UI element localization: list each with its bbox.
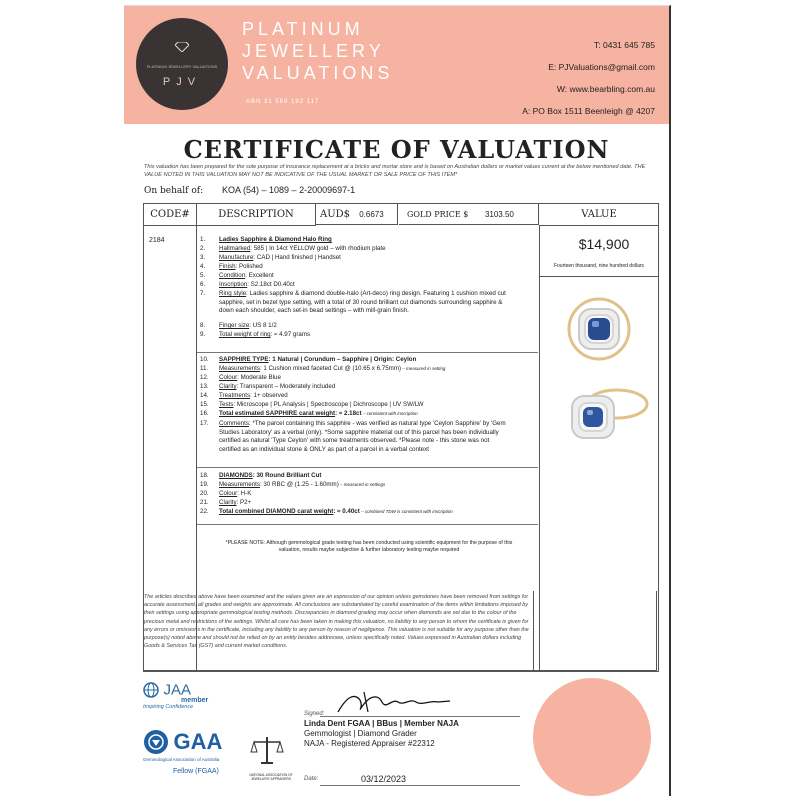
item-value: : 1+ observed [250, 392, 288, 399]
code-header: CODE# [144, 204, 197, 226]
item-description [219, 272, 509, 281]
item-value: : CAD | Hand finished | Handset [253, 254, 341, 261]
item-description [219, 383, 509, 392]
item-value: : S2.18ct D0.40ct [247, 281, 295, 288]
item-description [219, 365, 509, 374]
date-label: Date: [304, 776, 319, 782]
gold-price-value: 3103.50 [484, 210, 514, 219]
item-label: Ladies Sapphire & Diamond Halo Ring [219, 236, 332, 243]
item-value: : Microscope | PL Analysis | Spectroscope | Dichroscope | UV SW/LW [233, 401, 424, 408]
item-description [219, 356, 509, 365]
gold-price-header [399, 204, 539, 225]
item-number: 15. [200, 401, 209, 408]
globe-icon [143, 682, 159, 698]
item-label: Measurements [219, 365, 260, 372]
gaa-logo [143, 729, 243, 775]
item-number: 18. [200, 472, 209, 479]
item-description [219, 281, 509, 290]
website: W: www.bearbling.com.au [556, 84, 655, 94]
item-description [219, 245, 509, 254]
item-number: 3. [200, 254, 206, 261]
item-description [219, 508, 509, 517]
item-number: 11. [200, 365, 209, 372]
section-divider [197, 467, 538, 468]
item-label: Measurements [219, 481, 260, 488]
aud-header [316, 204, 398, 225]
item-description [219, 322, 509, 331]
item-number: 13. [200, 383, 209, 390]
item-value: : 1 Natural | Corundum – Sapphire | Origin: Ceylon [268, 356, 417, 363]
value-in-words: Fourteen thousand, nine hundred dollars [553, 263, 645, 269]
item-description [219, 499, 509, 508]
item-value: : 1 Cushion mixed faceted Cut @ (10.65 x 6.75mm) [259, 365, 402, 372]
item-number: 20. [200, 490, 209, 497]
date-line [320, 785, 520, 786]
item-number: 19. [200, 481, 209, 488]
wax-seal [533, 678, 651, 796]
item-description [219, 374, 509, 383]
item-label: Tests [219, 401, 234, 408]
signer-details [304, 719, 459, 749]
on-behalf-of [144, 185, 355, 196]
table-border [143, 591, 144, 671]
jaa-logo [143, 681, 223, 710]
scales-icon [249, 734, 285, 768]
item-description [219, 472, 509, 481]
contact-block [522, 34, 655, 122]
item-description [219, 331, 509, 340]
item-label: Colour [219, 374, 238, 381]
item-label: Inscription [219, 281, 248, 288]
item-value: : 30 Round Brilliant Cut [252, 472, 322, 479]
brand-line: PLATINUM [242, 19, 364, 39]
item-label: SAPPHIRE TYPE [219, 356, 269, 363]
abn: ABN 31 569 192 117 [246, 99, 320, 105]
item-description [219, 481, 509, 490]
document-title: CERTIFICATE OF VALUATION [183, 135, 610, 164]
item-description [219, 410, 509, 419]
item-label: Colour [219, 490, 238, 497]
item-number: 8. [200, 322, 206, 329]
jaa-text: JAA [163, 681, 191, 699]
item-number: 22. [200, 508, 209, 515]
item-number: 6. [200, 281, 206, 288]
item-label: Finish [219, 263, 236, 270]
brand-line: VALUATIONS [242, 63, 394, 83]
item-number: 14. [200, 392, 209, 399]
item-label: Finger size [219, 322, 250, 329]
item-value: : Polished [235, 263, 263, 270]
item-number: 1. [200, 236, 206, 243]
item-description [219, 254, 509, 263]
jaa-tagline: Inspiring Confidence [143, 704, 194, 710]
item-value: : Excellent [245, 272, 274, 279]
brand-name [242, 18, 442, 84]
item-number: 10. [200, 356, 209, 363]
item-value: : US 8 1/2 [249, 322, 277, 329]
gaa-text: GAA [173, 729, 223, 754]
brand-line: JEWELLERY [242, 41, 385, 61]
ring-top-view-image [566, 296, 632, 362]
item-description [219, 392, 509, 401]
address: A: PO Box 1511 Beenleigh @ 4207 [522, 106, 655, 116]
disclaimer: This valuation has been prepared for the sole purpose of insurance replacement at a bricks and mortar store and is based on Australian dollars or market values current at the below mentioned date. THE VALUE NOTED IN THIS VALUATION MAY NOT BE INDICATIVE OF THE USUAL MARKET OR SALE PRICE OF THIS ITEM* [144, 164, 646, 178]
signer-name: Linda Dent FGAA | BBus | Member NAJA [304, 719, 459, 728]
item-description [219, 401, 509, 410]
item-value: : Moderate Blue [237, 374, 281, 381]
signer-role: Gemmologist | Diamond Grader [304, 729, 417, 738]
letterhead [124, 6, 669, 124]
item-label: Clarity [219, 499, 237, 506]
item-label: Condition [219, 272, 246, 279]
item-label: Total weight of ring [219, 331, 271, 338]
column-divider [533, 591, 534, 670]
item-note: – combined TDW is consistent with inscription [359, 509, 453, 514]
item-value: : Ladies sapphire & diamond double-halo (Art-deco) ring design. Featuring 1 cushion mixed cut sapphire, set in bezel type setting, with a total of 30 round brilliant cut diamonds surrounding sapphire & down each shoulder, each set-in bead settings – with mill-grain finish. [219, 290, 506, 314]
ring-side-view-image [569, 382, 649, 448]
section-divider [197, 352, 538, 353]
gaa-emblem-icon [143, 729, 169, 755]
gaa-fellow: Fellow (FGAA) [173, 768, 219, 775]
item-label: Comments [219, 420, 249, 427]
phone: T: 0431 645 785 [594, 40, 655, 50]
item-label: Treatments [219, 392, 251, 399]
logo-text: PJV [162, 76, 202, 88]
column-divider [539, 225, 540, 671]
item-description [219, 236, 509, 245]
item-label: Ring style [219, 290, 247, 297]
table-border [656, 591, 657, 671]
item-label: Manufacture [219, 254, 254, 261]
naja-text: NATIONAL ASSOCIATION OF JEWELLERY APPRAISERS [249, 773, 293, 781]
item-note: – measured in settings [338, 482, 386, 487]
signature-line [320, 716, 520, 717]
gold-price-label: GOLD PRICE $ [407, 210, 469, 219]
item-value: : Transparent – Moderately included [236, 383, 336, 390]
item-description [219, 490, 509, 499]
item-number: 2. [200, 245, 206, 252]
aud-label: AUD$ [320, 209, 351, 220]
item-value: : ≈ 2.18ct [335, 410, 362, 417]
item-label: Hallmarked [219, 245, 251, 252]
appraised-value: $14,900 [578, 236, 630, 252]
item-value: : 585 | In 14ct YELLOW gold – with rhodium plate [250, 245, 386, 252]
please-note: *PLEASE NOTE: Although gemmological grade testing has been conducted using scientific equipment for the purpose of this valuation, results maybe subjective & further laboratory testing maybe required [225, 540, 513, 553]
item-label: DIAMONDS [219, 472, 253, 479]
item-label: Total combined DIAMOND carat weight [219, 508, 334, 515]
item-value: : H-K [237, 490, 252, 497]
item-number: 12. [200, 374, 209, 381]
signed-label: Signed: [304, 711, 325, 717]
footer-divider [143, 670, 657, 671]
item-number: 16. [200, 410, 209, 417]
item-number: 4. [200, 263, 206, 270]
item-number: 21. [200, 499, 209, 506]
certificate-page [124, 5, 671, 796]
item-code: 2184 [149, 237, 165, 244]
pjv-logo [136, 18, 228, 110]
item-value: : *The parcel containing this sapphire - was verified as natural type 'Ceylon Sapphire' by 'Gem Studies Laboratory' as a verbal (only). *Some sapphire material out of this parcel has been individually certified as natural 'Type Ceylon' with some treatments observed. *Please note - this stone was not certified as an individual stone & ONLY as part of a parcel in a verbal context [219, 420, 506, 453]
on-behalf-label: On behalf of: [144, 186, 204, 196]
item-note: – consistent with inscription [361, 411, 418, 416]
item-note: – measured in setting [401, 366, 446, 371]
item-number: 7. [200, 290, 206, 297]
item-value: : ≈ 4.97 grams [270, 331, 311, 338]
description-header: DESCRIPTION [197, 204, 316, 226]
on-behalf-value: KOA (54) – 1089 – 2-20009697-1 [222, 185, 356, 195]
item-label: Total estimated SAPPHIRE carat weight [219, 410, 336, 417]
item-value: : 30 RBC @ (1.25 - 1.60mm) [259, 481, 339, 488]
item-number: 9. [200, 331, 206, 338]
section-divider [197, 524, 538, 525]
item-description [219, 290, 509, 316]
value-header: VALUE [540, 204, 658, 226]
jaa-member: member [181, 697, 209, 704]
logo-small-text: PLATINUM JEWELLERY VALUATIONS [146, 64, 218, 69]
item-description [219, 263, 509, 272]
item-value: : P2+ [236, 499, 252, 506]
handwritten-signature [334, 688, 454, 716]
item-value: : ≈ 0.40ct [333, 508, 360, 515]
item-description [219, 420, 509, 454]
item-label: Clarity [219, 383, 237, 390]
aud-value: 0.6673 [359, 210, 384, 219]
email: E: PJValuations@gmail.com [548, 62, 655, 72]
signer-registration: NAJA - Registered Appraiser #22312 [304, 739, 435, 748]
item-number: 17. [200, 420, 209, 427]
naja-logo [249, 734, 299, 781]
valuation-date: 03/12/2023 [361, 774, 407, 784]
diamond-icon [175, 42, 189, 52]
gaa-full-name: Gemmological Association of Australia [143, 757, 220, 762]
terms-paragraph: The articles described above have been examined and the values given are an expression of our opinion unless gemstones have been removed from settings for accurate assessment, all grades and weights are approximate. All conclusions are substantiated by careful examination of the items within limitations imposed by their settings using appropriate gemmological testing methods. Discrepancies in diamond grading may occur when diamonds are set due to the colour of the precious metal and restrictions of the settings. Whilst all care has been taken in making this valuation, no liability to any person to whom the certificate is given for any errors or omissions in the certificate, including any liability to any person by reason of negligence. This valuation is not suitable for any purpose other than the purpose(s) noted above and should not be relied on by an entity besides addressee, unless specifically noted. Values expressed in Australian dollars including Goods & Services Tax (GST) and current market conditions. [144, 594, 529, 650]
item-number: 5. [200, 272, 206, 279]
